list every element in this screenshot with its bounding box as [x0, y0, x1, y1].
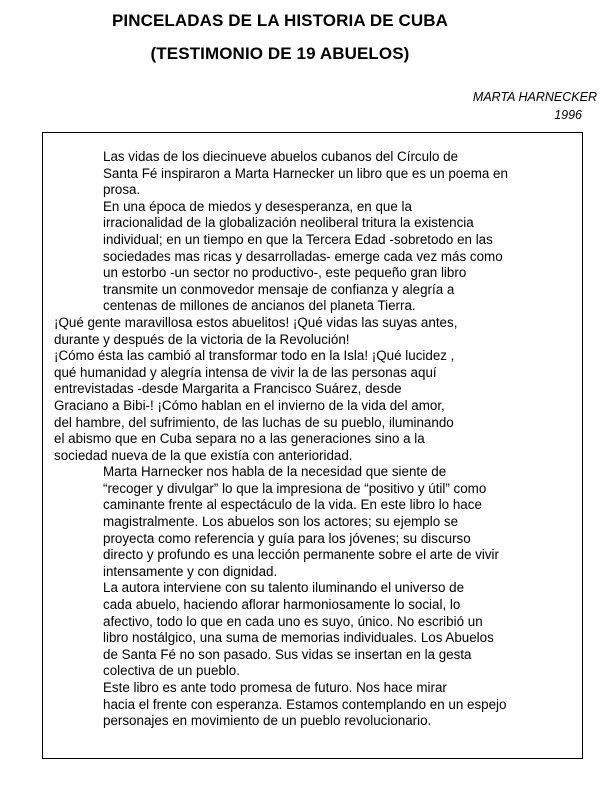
text-line: “recoger y divulgar” lo que la impresiona de “positivo y útil” como [103, 480, 487, 496]
text-line: Este libro es ante todo promesa de futuro. Nos hace mirar [103, 680, 447, 695]
text-line: individual; en un tiempo en que la Tercera Edad -sobretodo en las [103, 231, 493, 247]
text-line: magistralmente. Los abuelos son los actores; su ejemplo se [103, 514, 459, 530]
text-line: Marta Harnecker nos habla de la necesidad que siente de [103, 464, 447, 480]
paragraph [54, 464, 584, 580]
text-line: sociedad nueva de la que existía con anterioridad. [54, 447, 353, 463]
text-line: ¡Qué gente maravillosa estos abuelitos! ¡Qué vidas las suyas antes, [54, 314, 458, 330]
author-block [473, 88, 597, 124]
paragraph [54, 199, 584, 315]
text-line: centenas de millones de ancianos del planeta Tierra. [103, 298, 416, 314]
text-line: durante y después de la victoria de la Revolución! [54, 331, 350, 347]
document-subtitle: (TESTIMONIO DE 19 ABUELOS) [150, 44, 410, 63]
text-line: En una época de miedos y desesperanza, en que la [103, 198, 412, 214]
text-line: afectivo, todo lo que en cada uno es suyo, único. No escribió un [103, 613, 483, 629]
text-line: de Santa Fé no son pasado. Sus vidas se insertan en la gesta [103, 646, 472, 662]
text-line: sociedades mas ricas y desarrolladas- emerge cada vez más como [103, 248, 503, 264]
paragraph [54, 580, 584, 680]
paragraph [54, 149, 584, 199]
body-text [54, 149, 584, 730]
text-line: hacia el frente con esperanza. Estamos contemplando en un espejo [103, 696, 507, 712]
text-line: prosa. [103, 182, 141, 198]
text-line: La autora interviene con su talento iluminando el universo de [103, 580, 465, 596]
text-line: colectiva de un pueblo. [103, 663, 240, 679]
text-line: irracionalidad de la globalización neoliberal tritura la existencia [103, 215, 474, 231]
paragraph [54, 680, 584, 730]
paragraph [54, 348, 584, 464]
text-line: qué humanidad y alegría intensa de vivir la de las personas aquí [54, 364, 437, 380]
text-line: caminante frente al espectáculo de la vida. En este libro lo hace [103, 497, 482, 513]
text-line: del hambre, del sufrimiento, de las luchas de su pueblo, iluminando [54, 414, 454, 430]
text-line: el abismo que en Cuba separa no a las generaciones sino a la [54, 431, 425, 447]
text-line: proyecta como referencia y guía para los jóvenes; su discurso [103, 530, 471, 546]
publication-year: 1996 [554, 108, 582, 122]
paragraph [54, 315, 584, 348]
text-line: libro nostálgico, una suma de memorias individuales. Los Abuelos [103, 630, 494, 646]
text-line: entrevistadas -desde Margarita a Francisco Suárez, desde [54, 381, 402, 397]
text-line: ¡Cómo ésta las cambió al transformar todo en la Isla! ¡Qué lucidez , [54, 348, 455, 364]
text-line: intensamente y con dignidad. [103, 563, 278, 579]
document-title: PINCELADAS DE LA HISTORIA DE CUBA [111, 11, 449, 30]
text-line: Santa Fé inspiraron a Marta Harnecker un libro que es un poema en [103, 165, 508, 181]
text-line: cada abuelo, haciendo aflorar harmoniosamente lo social, lo [103, 597, 461, 613]
text-line: un estorbo -un sector no productivo-, este pequeño gran libro [103, 265, 467, 281]
text-line: personajes en movimiento de un pueblo revolucionario. [103, 713, 432, 729]
text-line: directo y profundo es una lección permanente sobre el arte de vivir [103, 547, 499, 563]
text-line: Graciano a Bibi-! ¡Cómo hablan en el invierno de la vida del amor, [54, 397, 445, 413]
text-line: Las vidas de los diecinueve abuelos cubanos del Círculo de [103, 149, 459, 164]
text-line: transmite un conmovedor mensaje de confianza y alegría a [103, 281, 455, 297]
author-name: MARTA HARNECKER [472, 90, 597, 104]
